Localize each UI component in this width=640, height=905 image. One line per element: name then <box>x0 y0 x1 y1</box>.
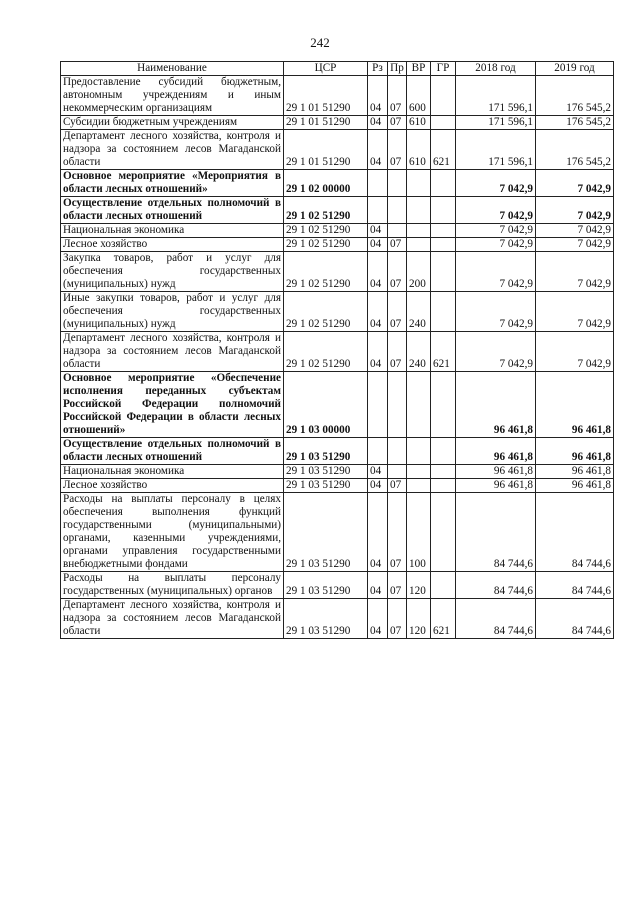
cell-name: Осуществление отдельных полномочий в области лесных отношений <box>61 438 284 465</box>
table-row <box>61 599 614 639</box>
cell-rz: 04 <box>368 292 388 332</box>
cell-vr <box>407 224 431 238</box>
cell-gr <box>431 252 456 292</box>
cell-pr <box>388 170 407 197</box>
header-rz: Рз <box>368 62 388 76</box>
table-row <box>61 572 614 599</box>
cell-pr: 07 <box>388 252 407 292</box>
cell-rz: 04 <box>368 332 388 372</box>
cell-2019: 176 545,2 <box>536 116 614 130</box>
cell-vr <box>407 197 431 224</box>
cell-rz <box>368 438 388 465</box>
table-row <box>61 116 614 130</box>
cell-gr <box>431 197 456 224</box>
table-row <box>61 479 614 493</box>
cell-csr: 29 1 02 00000 <box>284 170 368 197</box>
cell-csr: 29 1 01 51290 <box>284 130 368 170</box>
cell-gr <box>431 438 456 465</box>
cell-pr <box>388 372 407 438</box>
table-row <box>61 292 614 332</box>
header-gr: ГР <box>431 62 456 76</box>
cell-rz: 04 <box>368 479 388 493</box>
cell-csr: 29 1 02 51290 <box>284 224 368 238</box>
cell-vr: 120 <box>407 599 431 639</box>
header-row <box>61 62 614 76</box>
cell-2019: 96 461,8 <box>536 479 614 493</box>
table-row <box>61 197 614 224</box>
cell-name: Основное мероприятие «Мероприятия в области лесных отношений» <box>61 170 284 197</box>
cell-vr <box>407 238 431 252</box>
table-row <box>61 170 614 197</box>
cell-rz: 04 <box>368 465 388 479</box>
cell-2019: 7 042,9 <box>536 197 614 224</box>
cell-2018: 96 461,8 <box>456 438 536 465</box>
table-row <box>61 224 614 238</box>
cell-rz: 04 <box>368 599 388 639</box>
cell-csr: 29 1 03 51290 <box>284 493 368 572</box>
cell-name: Департамент лесного хозяйства, контроля и надзора за состоянием лесов Магаданской области <box>61 130 284 170</box>
cell-2018: 96 461,8 <box>456 372 536 438</box>
cell-vr: 200 <box>407 252 431 292</box>
cell-rz <box>368 197 388 224</box>
cell-vr <box>407 170 431 197</box>
cell-name: Осуществление отдельных полномочий в области лесных отношений <box>61 197 284 224</box>
cell-name: Национальная экономика <box>61 465 284 479</box>
cell-pr: 07 <box>388 238 407 252</box>
cell-name: Расходы на выплаты персоналу в целях обеспечения выполнения функций государственными (муниципальными) органами, казенными учреждениями, органами управления государственными внебюджетными фондами <box>61 493 284 572</box>
page-number: 242 <box>310 35 330 50</box>
cell-pr <box>388 224 407 238</box>
cell-name: Департамент лесного хозяйства, контроля и надзора за состоянием лесов Магаданской области <box>61 599 284 639</box>
cell-2018: 96 461,8 <box>456 479 536 493</box>
cell-csr: 29 1 02 51290 <box>284 332 368 372</box>
cell-pr: 07 <box>388 130 407 170</box>
table-row <box>61 332 614 372</box>
table-row <box>61 438 614 465</box>
cell-2019: 84 744,6 <box>536 599 614 639</box>
cell-vr: 610 <box>407 116 431 130</box>
cell-gr <box>431 493 456 572</box>
cell-2018: 96 461,8 <box>456 465 536 479</box>
cell-vr: 240 <box>407 332 431 372</box>
cell-2018: 171 596,1 <box>456 76 536 116</box>
cell-2019: 96 461,8 <box>536 372 614 438</box>
cell-csr: 29 1 03 51290 <box>284 599 368 639</box>
cell-name: Департамент лесного хозяйства, контроля и надзора за состоянием лесов Магаданской области <box>61 332 284 372</box>
cell-name: Закупка товаров, работ и услуг для обеспечения государственных (муниципальных) нужд <box>61 252 284 292</box>
cell-csr: 29 1 02 51290 <box>284 252 368 292</box>
cell-rz: 04 <box>368 493 388 572</box>
table-row <box>61 76 614 116</box>
cell-2018: 84 744,6 <box>456 572 536 599</box>
cell-csr: 29 1 01 51290 <box>284 116 368 130</box>
cell-csr: 29 1 03 51290 <box>284 479 368 493</box>
cell-2018: 7 042,9 <box>456 292 536 332</box>
cell-2018: 84 744,6 <box>456 493 536 572</box>
cell-gr <box>431 116 456 130</box>
cell-2018: 7 042,9 <box>456 224 536 238</box>
table-row <box>61 130 614 170</box>
cell-pr: 07 <box>388 493 407 572</box>
header-2018: 2018 год <box>456 62 536 76</box>
header-pr: Пр <box>388 62 407 76</box>
cell-gr <box>431 479 456 493</box>
cell-pr <box>388 438 407 465</box>
cell-2018: 171 596,1 <box>456 130 536 170</box>
table-row <box>61 493 614 572</box>
cell-2019: 7 042,9 <box>536 224 614 238</box>
cell-pr: 07 <box>388 332 407 372</box>
cell-2019: 7 042,9 <box>536 252 614 292</box>
header-2019: 2019 год <box>536 62 614 76</box>
cell-2019: 7 042,9 <box>536 292 614 332</box>
cell-rz: 04 <box>368 224 388 238</box>
cell-rz <box>368 372 388 438</box>
cell-pr <box>388 465 407 479</box>
cell-gr: 621 <box>431 332 456 372</box>
cell-gr <box>431 76 456 116</box>
cell-vr: 100 <box>407 493 431 572</box>
cell-pr: 07 <box>388 599 407 639</box>
cell-name: Предоставление субсидий бюджетным, автономным учреждениям и иным некоммерческим организациям <box>61 76 284 116</box>
cell-pr: 07 <box>388 479 407 493</box>
cell-csr: 29 1 03 51290 <box>284 465 368 479</box>
cell-gr: 621 <box>431 599 456 639</box>
cell-gr <box>431 572 456 599</box>
cell-rz: 04 <box>368 252 388 292</box>
cell-vr <box>407 372 431 438</box>
cell-rz: 04 <box>368 130 388 170</box>
cell-gr <box>431 238 456 252</box>
cell-2018: 171 596,1 <box>456 116 536 130</box>
cell-pr: 07 <box>388 292 407 332</box>
cell-2019: 96 461,8 <box>536 465 614 479</box>
cell-2018: 7 042,9 <box>456 197 536 224</box>
cell-vr: 120 <box>407 572 431 599</box>
cell-gr <box>431 465 456 479</box>
cell-2019: 7 042,9 <box>536 238 614 252</box>
cell-csr: 29 1 02 51290 <box>284 197 368 224</box>
cell-2018: 7 042,9 <box>456 238 536 252</box>
cell-name: Иные закупки товаров, работ и услуг для обеспечения государственных (муниципальных) нужд <box>61 292 284 332</box>
cell-rz <box>368 170 388 197</box>
cell-gr <box>431 372 456 438</box>
cell-pr <box>388 197 407 224</box>
cell-csr: 29 1 02 51290 <box>284 292 368 332</box>
cell-2019: 7 042,9 <box>536 170 614 197</box>
cell-2019: 84 744,6 <box>536 493 614 572</box>
cell-csr: 29 1 03 00000 <box>284 372 368 438</box>
cell-gr: 621 <box>431 130 456 170</box>
cell-name: Основное мероприятие «Обеспечение исполнения переданных субъектам Российской Федерации полномочий Российской Федерации в области лесных отношений» <box>61 372 284 438</box>
cell-vr <box>407 465 431 479</box>
table-row <box>61 465 614 479</box>
cell-2019: 84 744,6 <box>536 572 614 599</box>
cell-2018: 7 042,9 <box>456 252 536 292</box>
cell-pr: 07 <box>388 572 407 599</box>
cell-name: Лесное хозяйство <box>61 238 284 252</box>
cell-csr: 29 1 03 51290 <box>284 572 368 599</box>
cell-gr <box>431 170 456 197</box>
cell-rz: 04 <box>368 116 388 130</box>
table-row <box>61 238 614 252</box>
cell-name: Субсидии бюджетным учреждениям <box>61 116 284 130</box>
cell-2018: 7 042,9 <box>456 170 536 197</box>
cell-vr <box>407 479 431 493</box>
cell-rz: 04 <box>368 238 388 252</box>
header-vr: ВР <box>407 62 431 76</box>
cell-csr: 29 1 03 51290 <box>284 438 368 465</box>
cell-pr: 07 <box>388 116 407 130</box>
cell-2018: 7 042,9 <box>456 332 536 372</box>
cell-gr <box>431 224 456 238</box>
cell-name: Расходы на выплаты персоналу государственных (муниципальных) органов <box>61 572 284 599</box>
cell-vr: 240 <box>407 292 431 332</box>
cell-2019: 176 545,2 <box>536 76 614 116</box>
cell-2019: 96 461,8 <box>536 438 614 465</box>
cell-rz: 04 <box>368 572 388 599</box>
cell-2019: 7 042,9 <box>536 332 614 372</box>
cell-csr: 29 1 02 51290 <box>284 238 368 252</box>
cell-pr: 07 <box>388 76 407 116</box>
header-name: Наименование <box>61 62 284 76</box>
cell-vr <box>407 438 431 465</box>
cell-gr <box>431 292 456 332</box>
table-header <box>61 62 614 76</box>
cell-vr: 600 <box>407 76 431 116</box>
table-body <box>61 76 614 639</box>
budget-table <box>60 61 614 639</box>
cell-rz: 04 <box>368 76 388 116</box>
header-csr: ЦСР <box>284 62 368 76</box>
cell-name: Национальная экономика <box>61 224 284 238</box>
table-row <box>61 252 614 292</box>
cell-name: Лесное хозяйство <box>61 479 284 493</box>
table-row <box>61 372 614 438</box>
cell-2018: 84 744,6 <box>456 599 536 639</box>
cell-vr: 610 <box>407 130 431 170</box>
cell-2019: 176 545,2 <box>536 130 614 170</box>
cell-csr: 29 1 01 51290 <box>284 76 368 116</box>
